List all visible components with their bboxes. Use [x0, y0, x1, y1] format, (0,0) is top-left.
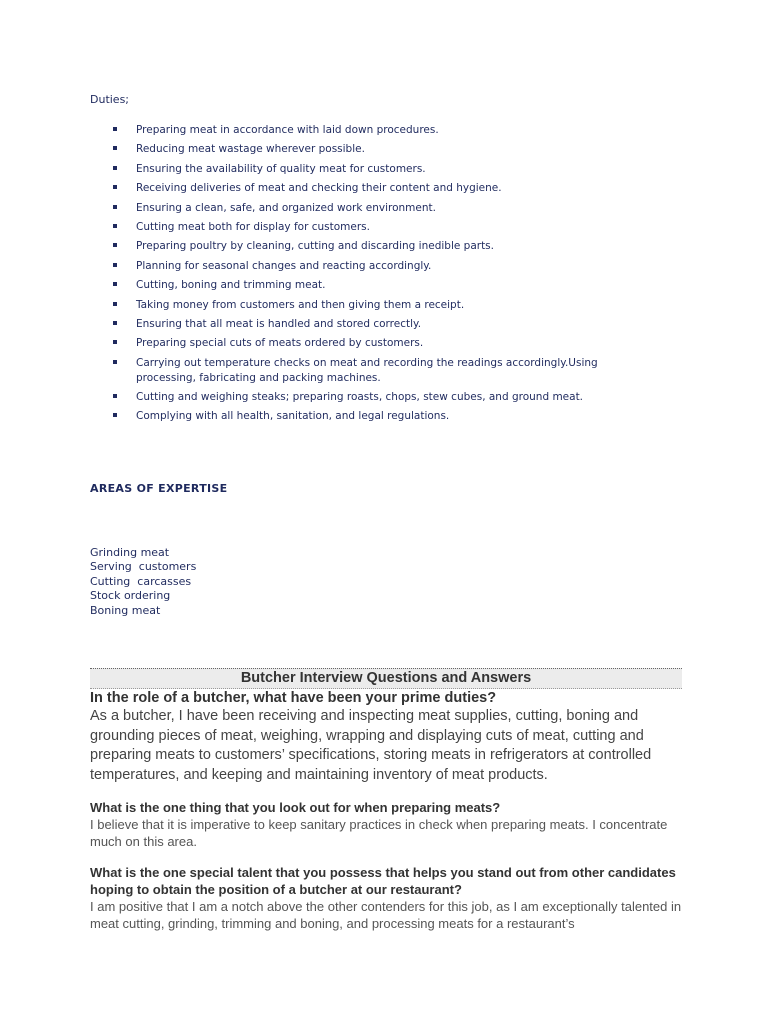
interview-section [90, 668, 682, 932]
list-item [110, 390, 650, 405]
list-item: Boning meat [90, 603, 161, 617]
bullet-icon [113, 205, 117, 209]
list-item [110, 336, 650, 351]
duty-text: Taking money from customers and then giving them a receipt. [136, 298, 465, 311]
question-3: What is the one special talent that you possess that helps you stand out from other candidates hoping to obtain the position of a butcher at our restaurant? [90, 865, 676, 897]
bullet-icon [113, 394, 117, 398]
expertise-heading: AREAS OF EXPERTISE [90, 482, 228, 495]
duty-text: Preparing meat in accordance with laid down procedures. [136, 124, 439, 136]
duty-text: Cutting and weighing steaks; preparing roasts, chops, stew cubes, and ground meat. [136, 391, 584, 404]
duty-text: Carrying out temperature checks on meat and recording the readings accordingly.Using processing, fabricating and packing machines. [136, 356, 598, 384]
bullet-icon [113, 127, 117, 131]
bullet-icon [113, 263, 117, 267]
list-item [110, 123, 650, 138]
bullet-icon [113, 321, 117, 325]
list-item [110, 317, 650, 332]
bullet-icon [113, 340, 117, 344]
duty-text: Cutting meat both for display for customers. [136, 220, 370, 233]
list-item [110, 220, 650, 235]
bullet-icon [113, 302, 117, 306]
duty-text: Ensuring that all meat is handled and stored correctly. [136, 317, 422, 330]
list-item [110, 278, 650, 293]
bullet-icon [113, 185, 117, 189]
list-item [110, 201, 650, 216]
answer-3: I am positive that I am a notch above the other contenders for this job, as I am exceptionally talented in meat cutting, grinding, trimming and boning, and processing meats for a restaurant’s [90, 899, 682, 931]
list-item: Stock ordering [90, 589, 171, 603]
expertise-list [90, 546, 196, 618]
list-item [110, 356, 650, 386]
duties-list [110, 123, 650, 429]
list-item [110, 239, 650, 254]
list-item [110, 181, 650, 196]
section-title: Butcher Interview Questions and Answers [90, 668, 682, 689]
bullet-icon [113, 224, 117, 228]
duty-text: Reducing meat wastage wherever possible. [136, 143, 365, 156]
question-1: In the role of a butcher, what have been your prime duties? [90, 690, 497, 706]
list-item [110, 162, 650, 177]
bullet-icon [113, 243, 117, 247]
question-2: What is the one thing that you look out for when preparing meats? [90, 800, 501, 815]
list-item: Grinding meat [90, 546, 170, 559]
list-item [110, 298, 650, 313]
answer-2: I believe that it is imperative to keep sanitary practices in check when preparing meats. I concentrate much on this area. [90, 817, 668, 849]
duty-text: Cutting, boning and trimming meat. [136, 279, 326, 292]
duty-text: Ensuring the availability of quality meat for customers. [136, 162, 426, 175]
duty-text: Receiving deliveries of meat and checking their content and hygiene. [136, 182, 502, 195]
list-item [110, 409, 650, 424]
bullet-icon [113, 413, 117, 417]
duty-text: Complying with all health, sanitation, and legal regulations. [136, 410, 450, 423]
answer-1: As a butcher, I have been receiving and inspecting meat supplies, cutting, boning and grounding pieces of meat, weighing, wrapping and displaying cuts of meat, cutting and preparing meats to customers’ specifications, storing meats in refrigerators at controlled temperatures, and keeping and maintaining inventory of meat products. [90, 708, 652, 783]
duty-text: Preparing poultry by cleaning, cutting and discarding inedible parts. [136, 240, 494, 253]
list-item [110, 142, 650, 157]
duty-text: Planning for seasonal changes and reacting accordingly. [136, 259, 432, 272]
list-item: Serving customers [90, 560, 197, 574]
bullet-icon [113, 360, 117, 364]
duty-text: Preparing special cuts of meats ordered by customers. [136, 337, 424, 350]
bullet-icon [113, 166, 117, 170]
bullet-icon [113, 146, 117, 150]
list-item [110, 259, 650, 274]
bullet-icon [113, 282, 117, 286]
list-item: Cutting carcasses [90, 574, 192, 588]
duties-label: Duties; [90, 93, 130, 106]
duty-text: Ensuring a clean, safe, and organized work environment. [136, 201, 436, 214]
